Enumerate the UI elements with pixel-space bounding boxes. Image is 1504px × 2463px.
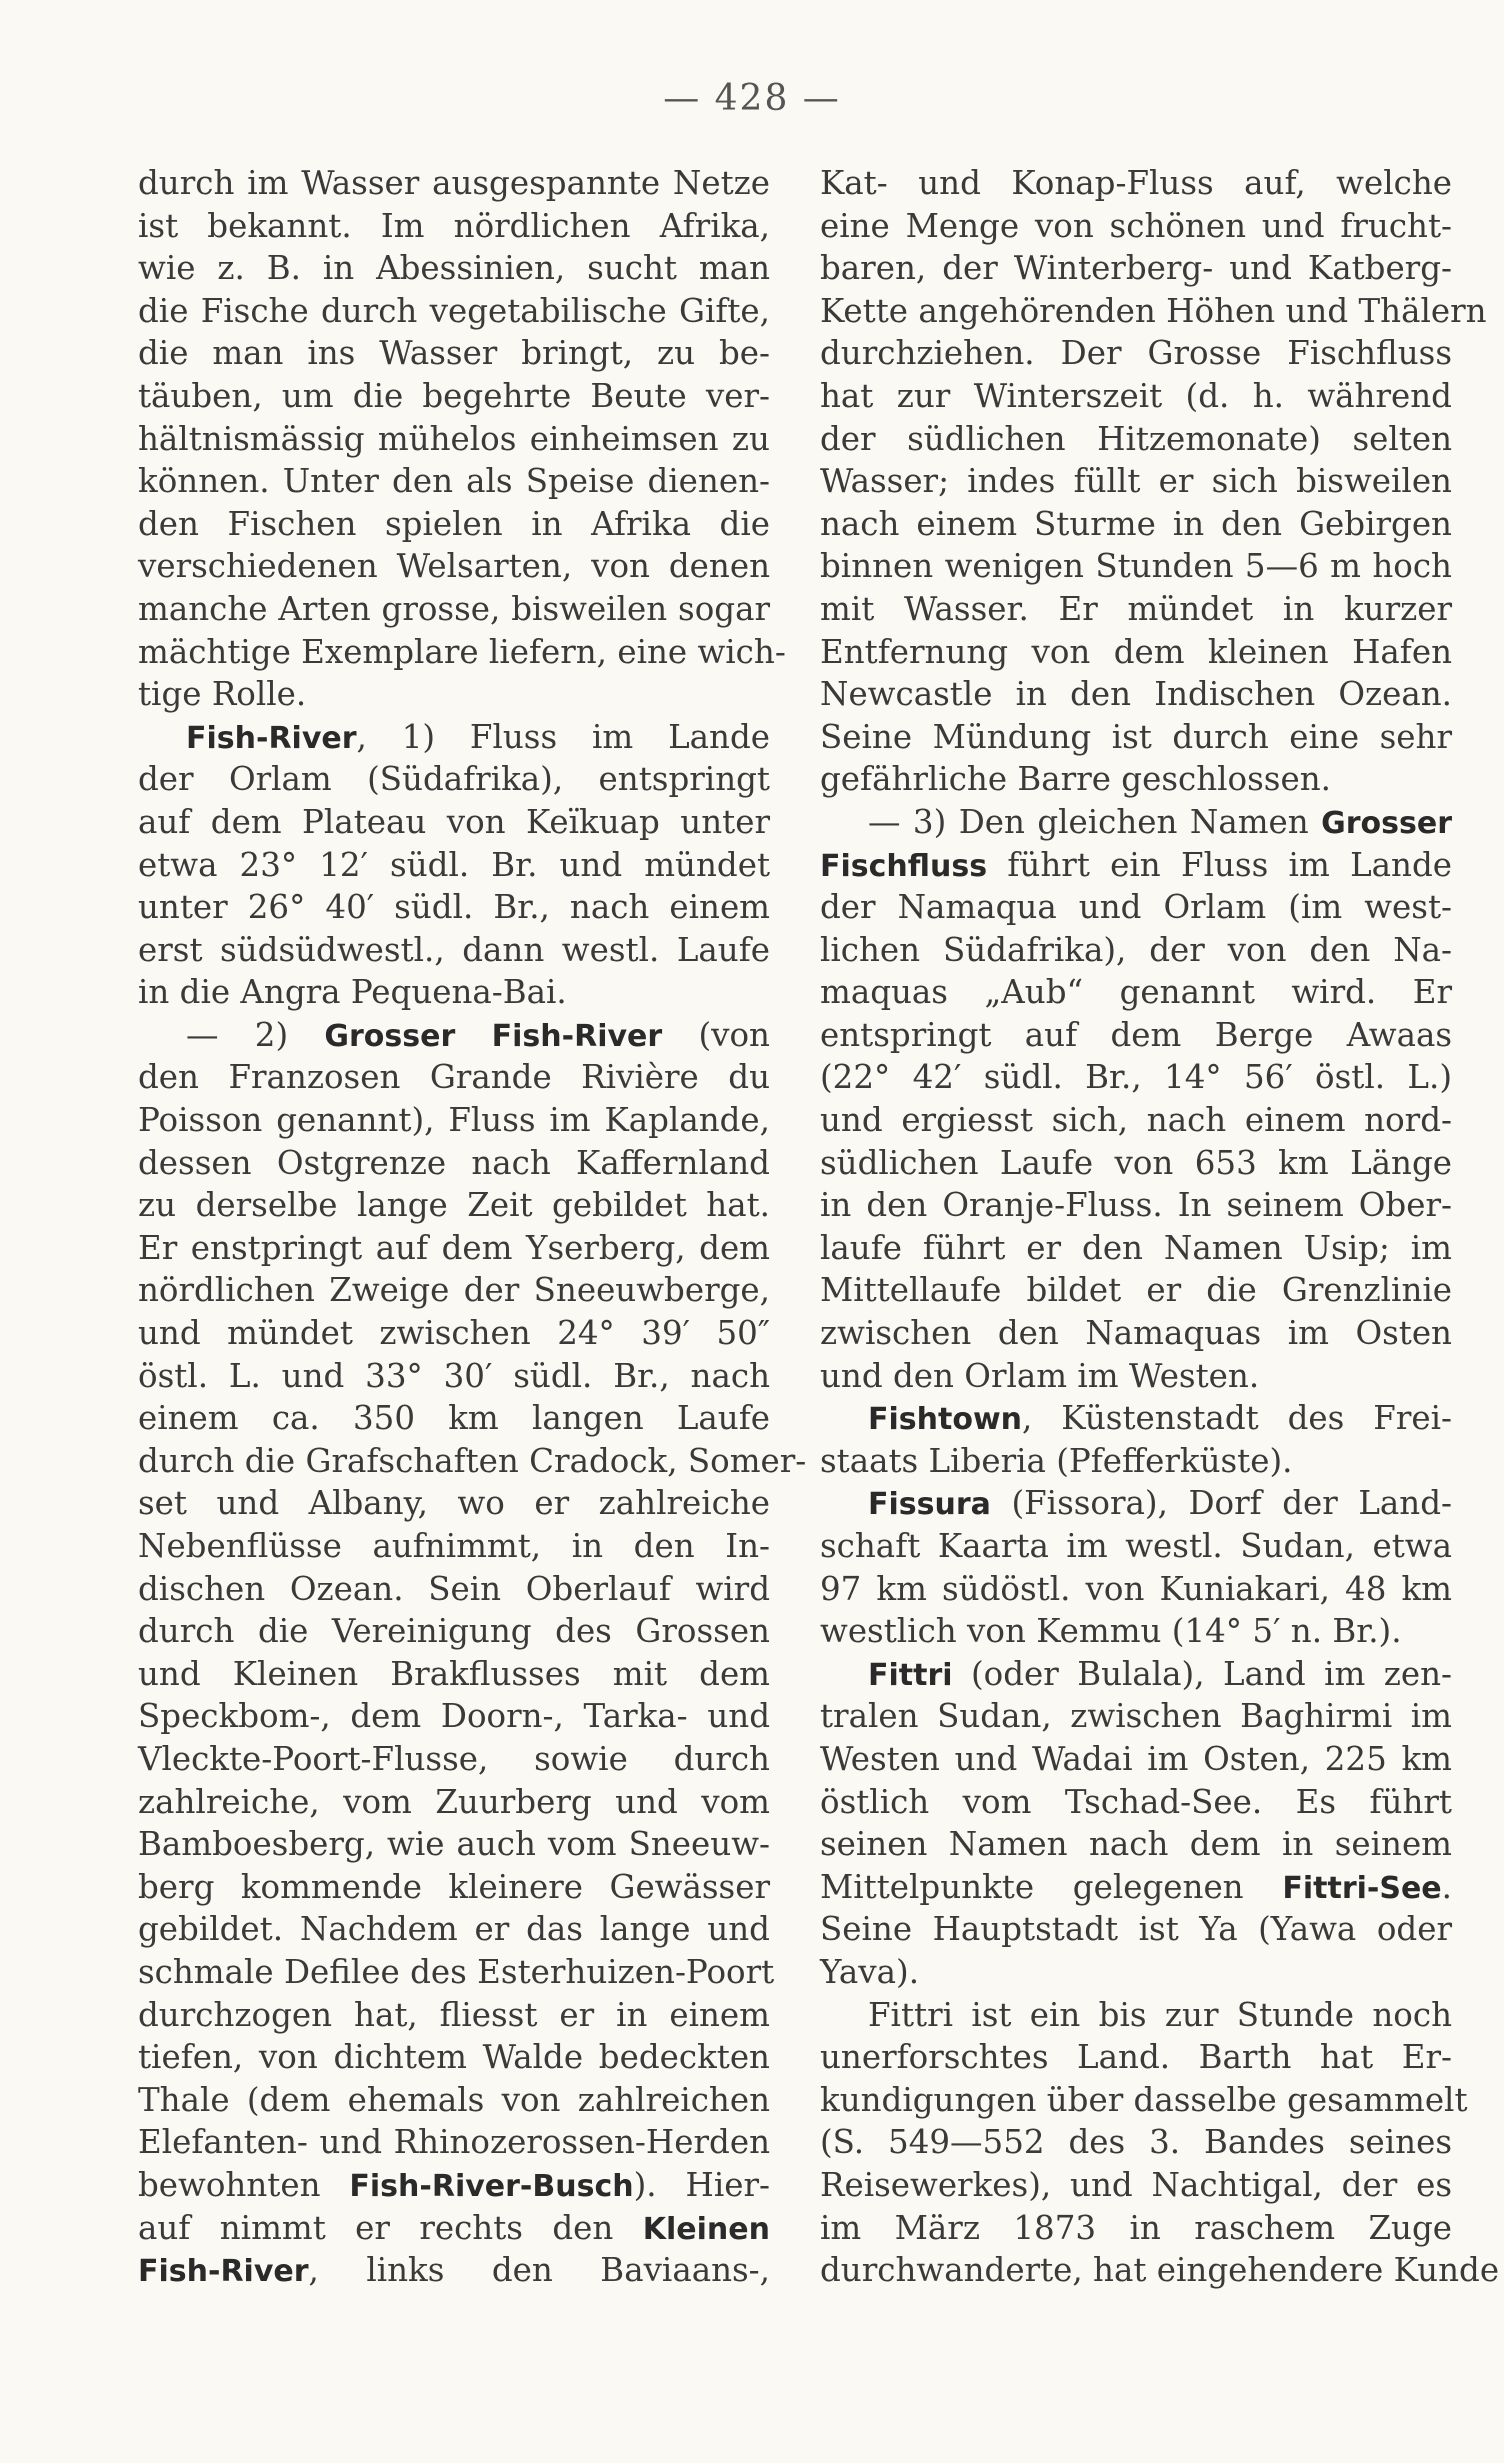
text-segment: — 3) Den gleichen Namen [868,802,1322,841]
text-segment: (Fissora), Dorf der Land- [990,1484,1452,1523]
text-line [138,2079,770,2122]
text-segment: durch die Grafschaften Cradock, Somer- [138,1441,807,1480]
text-line [820,1440,1452,1483]
text-segment: durchziehen. Der Grosse Fischfluss [820,334,1452,373]
text-segment: durch im Wasser ausgespannte Netze [138,164,770,202]
bold-term: Grosser [1321,805,1452,841]
text-segment: 97 km südöstl. von Kuniakari, 48 km [820,1569,1452,1608]
text-segment: etwa 23° 12′ südl. Br. und mündet [138,845,770,884]
text-segment: der südlichen Hitzemonate) selten [820,419,1452,458]
text-line [820,1269,1452,1312]
text-line [138,801,770,844]
text-segment: und ergiesst sich, nach einem nord- [820,1101,1452,1140]
text-line [138,1823,770,1866]
text-segment: durchwanderte, hat eingehendere Kunde [820,2251,1500,2290]
bold-term: Fittri-See [1282,1870,1442,1906]
text-segment: südlichen Laufe von 653 km Länge [820,1143,1452,1182]
text-line [138,1099,770,1142]
text-line [820,1908,1452,1951]
text-line [138,503,770,546]
text-line [820,1525,1452,1568]
text-line [820,205,1452,248]
text-segment: , links den Baviaans-, [308,2251,770,2290]
text-segment: zu derselbe lange Zeit gebildet hat. [138,1186,770,1225]
text-line [138,1227,770,1270]
text-segment: können. Unter den als Speise dienen- [138,462,770,501]
text-line [820,1312,1452,1355]
text-segment: tige Rolle. [138,675,307,714]
text-line [138,2121,770,2164]
text-segment: . [1441,1867,1452,1906]
text-line [820,332,1452,375]
text-segment: mächtige Exemplare liefern, eine wich- [138,632,786,671]
text-line [138,886,770,929]
text-segment: manche Arten grosse, bisweilen sogar [138,589,770,628]
text-segment: und Kleinen Brakflusses mit dem [138,1654,770,1693]
text-segment: auf nimmt er rechts den [138,2208,643,2247]
text-segment: östl. L. und 33° 30′ südl. Br., nach [138,1356,770,1395]
text-line [820,1568,1452,1611]
text-line [138,1781,770,1824]
left-column [138,162,807,2292]
text-line [820,1227,1452,1270]
text-line [820,1142,1452,1185]
text-line [138,1738,770,1781]
text-segment: Vleckte-Poort-Flusse, sowie durch [138,1739,770,1778]
text-segment: dischen Ozean. Sein Oberlauf wird [138,1569,770,1608]
text-line [820,1994,1452,2037]
text-segment: Nebenflüsse aufnimmt, in den In- [138,1527,770,1565]
text-segment: set und Albany, wo er zahlreiche [138,1484,770,1523]
text-segment: unerforschtes Land. Barth hat Er- [820,2038,1452,2077]
text-line [138,1440,807,1483]
text-line [820,2164,1452,2207]
text-line [820,162,1452,205]
text-segment: Wasser; indes füllt er sich bisweilen [820,462,1452,501]
text-line [820,1056,1452,1099]
text-segment: nach einem Sturme in den Gebirgen [820,504,1452,543]
text-segment: entspringt auf dem Berge Awaas [820,1015,1452,1054]
text-segment: staats Liberia (Pfefferküste). [820,1441,1293,1480]
text-line [820,375,1452,418]
bold-term: Fischfluss [820,848,988,884]
bold-term: Fish-River [138,2254,309,2290]
bold-term: Fish-River-Busch [349,2168,634,2204]
text-line [820,2121,1452,2164]
text-segment: Westen und Wadai im Osten, 225 km [820,1739,1452,1778]
text-segment: Seine Hauptstadt ist Ya (Yawa oder [820,1910,1452,1949]
text-segment: , 1) Fluss im Lande [356,717,770,756]
text-line [138,1610,770,1653]
text-segment: lichen Südafrika), der von den Na- [820,930,1452,969]
text-segment: westlich von Kemmu (14° 5′ n. Br.). [820,1612,1402,1651]
text-line [138,716,770,759]
text-segment: Mittelpunkte gelegenen [820,1867,1283,1906]
text-line [820,460,1452,503]
text-line [138,1568,770,1611]
text-segment: östlich vom Tschad-See. Es führt [820,1782,1452,1821]
text-segment: zahlreiche, vom Zuurberg und vom [138,1782,770,1821]
text-segment: nördlichen Zweige der Sneeuwberge, [138,1271,770,1310]
text-segment: Fittri ist ein bis zur Stunde noch [868,1995,1452,2034]
text-line [820,1866,1452,1909]
text-line [138,758,770,801]
right-column [820,162,1500,2292]
text-segment: dessen Ostgrenze nach Kaffernland [138,1143,770,1182]
text-segment: tralen Sudan, zwischen Baghirmi im [820,1697,1452,1736]
text-line [138,1994,770,2037]
text-segment: täuben, um die begehrte Beute ver- [138,376,770,415]
text-line [820,2207,1452,2250]
text-line [820,247,1452,290]
text-segment: Elefanten- und Rhinozerossen-Herden [138,2123,770,2162]
text-segment: durch die Vereinigung des Grossen [138,1612,770,1651]
text-segment: die man ins Wasser bringt, zu be- [138,334,770,373]
text-line [820,844,1452,887]
text-segment: Thale (dem ehemals von zahlreichen [138,2080,770,2119]
text-segment: Reisewerkes), und Nachtigal, der es [820,2165,1452,2204]
text-segment: mit Wasser. Er mündet in kurzer [820,589,1452,628]
text-line [820,886,1452,929]
text-segment: hältnismässig mühelos einheimsen zu [138,419,770,458]
text-segment: maquas „Aub“ genannt wird. Er [820,973,1452,1012]
text-segment: kundigungen über dasselbe gesammelt [820,2080,1468,2119]
text-line [138,2207,770,2250]
text-segment: Yava). [820,1952,920,1991]
text-segment: Mittellaufe bildet er die Grenzlinie [820,1271,1452,1310]
text-line [138,673,770,716]
text-line [138,2249,770,2292]
text-segment: schaft Kaarta im westl. Sudan, etwa [820,1527,1452,1565]
text-segment: im März 1873 in raschem Zuge [820,2208,1452,2247]
text-segment: wie z. B. in Abessinien, sucht man [138,249,770,288]
text-line [820,1695,1452,1738]
text-line [820,1099,1452,1142]
text-line [138,418,770,461]
text-line [820,673,1452,716]
text-segment: durchzogen hat, fliesst er in einem [138,1995,770,2034]
text-line [138,1695,770,1738]
text-line [138,1355,770,1398]
text-line [138,1653,770,1696]
text-segment: (oder Bulala), Land im zen- [952,1654,1452,1693]
text-line [138,290,770,333]
text-line [138,205,770,248]
text-line [820,588,1452,631]
text-line [138,1525,770,1568]
text-line [820,2249,1500,2292]
bold-term: Grosser Fish-River [324,1018,663,1054]
text-segment: Er enstpringt auf dem Yserberg, dem [138,1228,770,1267]
text-line [138,332,770,375]
text-segment: und mündet zwischen 24° 39′ 50″ [138,1314,770,1353]
text-segment: Kat- und Konap-Fluss auf, welche [820,164,1452,202]
text-line [820,1482,1452,1525]
text-segment: der Namaqua und Orlam (im west- [820,888,1452,927]
text-segment: gebildet. Nachdem er das lange und [138,1910,770,1949]
text-line [820,929,1452,972]
text-segment: Newcastle in den Indischen Ozean. [820,675,1452,714]
text-segment: Entfernung von dem kleinen Hafen [820,632,1452,671]
text-segment: schmale Defilee des Esterhuizen-Poort [138,1952,775,1991]
bold-term: Fissura [868,1487,991,1523]
text-line [820,418,1452,461]
text-segment: laufe führt er den Namen Usip; im [820,1228,1452,1267]
text-line [820,631,1452,674]
text-line [820,2079,1468,2122]
text-line [820,1738,1452,1781]
text-line [820,1184,1452,1227]
text-line [138,1014,770,1057]
text-line [820,1653,1452,1696]
text-line [820,1610,1452,1653]
text-segment: hat zur Winterszeit (d. h. während [820,376,1452,415]
text-line [820,1355,1452,1398]
text-line [820,758,1452,801]
bold-term: Kleinen [642,2211,770,2247]
text-segment: ist bekannt. Im nördlichen Afrika, [138,206,770,245]
text-line [138,1269,770,1312]
text-line [820,801,1452,844]
text-segment: zwischen den Namaquas im Osten [820,1314,1452,1353]
text-segment: ). Hier- [633,2165,770,2204]
text-segment: Kette angehörenden Höhen und Thälern [820,291,1487,330]
page-number: — 428 — [663,78,841,119]
text-segment: binnen wenigen Stunden 5—6 m hoch [820,547,1452,586]
text-segment: Seine Mündung ist durch eine sehr [820,717,1452,756]
text-segment: der Orlam (Südafrika), entspringt [138,760,770,799]
text-segment: erst südsüdwestl., dann westl. Laufe [138,930,770,969]
text-segment: (22° 42′ südl. Br., 14° 56′ östl. L.) [820,1058,1452,1097]
text-segment: unter 26° 40′ südl. Br., nach einem [138,888,770,927]
text-line [138,929,770,972]
text-segment: den Franzosen Grande Rivière du [138,1058,770,1097]
text-line [138,247,770,290]
text-segment: verschiedenen Welsarten, von denen [138,547,770,586]
text-line [820,1781,1452,1824]
text-line [820,2036,1452,2079]
text-segment: berg kommende kleinere Gewässer [138,1867,770,1906]
text-segment: in den Oranje-Fluss. In seinem Ober- [820,1186,1452,1225]
text-line [820,1951,1452,1994]
text-segment: und den Orlam im Westen. [820,1356,1260,1395]
text-segment: , Küstenstadt des Frei- [1022,1399,1452,1438]
text-line [138,844,770,887]
bold-term: Fittri [868,1657,953,1693]
text-line [820,1397,1452,1440]
text-line [820,971,1452,1014]
text-segment: Speckbom-, dem Doorn-, Tarka- und [138,1697,770,1736]
text-line [138,545,770,588]
text-line [138,460,770,503]
text-segment: auf dem Plateau von Keïkuap unter [138,802,770,841]
text-line [138,1397,770,1440]
text-line [138,375,770,418]
text-segment: Bamboesberg, wie auch vom Sneeuw- [138,1825,770,1864]
text-segment: — 2) [186,1015,325,1054]
text-line [138,2036,770,2079]
text-segment: einem ca. 350 km langen Laufe [138,1399,770,1438]
text-line [138,1908,770,1951]
text-line [138,1184,770,1227]
text-segment: den Fischen spielen in Afrika die [138,504,770,543]
text-line [820,290,1487,333]
text-segment: tiefen, von dichtem Walde bedeckten [138,2038,770,2077]
text-segment: baren, der Winterberg- und Katberg- [820,249,1452,288]
text-line [138,1056,770,1099]
bold-term: Fishtown [868,1402,1023,1438]
text-line [820,1823,1452,1866]
bold-term: Fish-River [186,720,357,756]
text-line [138,631,786,674]
text-segment: in die Angra Pequena-Bai. [138,973,567,1012]
text-segment: führt ein Fluss im Lande [987,845,1452,884]
text-line [820,503,1452,546]
text-segment: (S. 549—552 des 3. Bandes seines [820,2123,1452,2162]
text-line [820,1014,1452,1057]
text-line [138,2164,770,2207]
text-segment: bewohnten [138,2165,350,2204]
text-line [138,1866,770,1909]
text-line [820,545,1452,588]
text-segment: Poisson genannt), Fluss im Kaplande, [138,1101,770,1140]
text-line [820,716,1452,759]
text-segment: die Fische durch vegetabilische Gifte, [138,291,770,330]
text-segment: (von [662,1015,770,1054]
text-segment: eine Menge von schönen und frucht- [820,206,1452,245]
text-line [138,1951,775,1994]
text-line [138,588,770,631]
text-line [138,162,770,205]
text-line [138,1312,770,1355]
text-line [138,1142,770,1185]
text-segment: seinen Namen nach dem in seinem [820,1825,1452,1864]
text-line [138,971,770,1014]
text-line [138,1482,770,1525]
text-segment: gefährliche Barre geschlossen. [820,760,1331,799]
